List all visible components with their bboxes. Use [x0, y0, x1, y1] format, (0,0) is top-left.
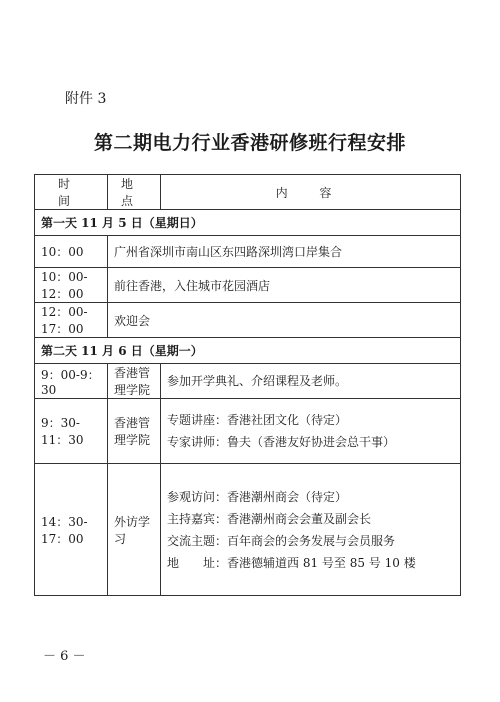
content-line: 交流主题：百年商会的会务发展与会员服务	[167, 533, 396, 548]
row-content	[161, 364, 461, 399]
table-row	[35, 399, 461, 464]
day-header-row	[35, 210, 461, 236]
header-place: 地 点	[108, 175, 161, 210]
content-line: 参加开学典礼、介绍课程及老师。	[167, 374, 348, 388]
row-time: 10：00-12：00	[35, 268, 108, 303]
header-time: 时 间	[35, 175, 108, 210]
day-header-row	[35, 338, 461, 364]
row-place: 外访学习	[108, 464, 161, 596]
page-number: － 6 －	[43, 649, 86, 664]
table-row	[35, 236, 461, 268]
content-line: 专家讲师：鲁夫（香港友好协进会总干事）	[167, 435, 396, 449]
row-content	[161, 399, 461, 464]
table-row	[35, 364, 461, 399]
header-content: 内 容	[161, 175, 461, 210]
schedule-table	[34, 174, 461, 596]
row-time: 12：00-17：00	[35, 303, 108, 338]
row-time: 10：00	[35, 236, 108, 268]
row-content: 欢迎会	[108, 303, 461, 338]
table-row	[35, 464, 461, 596]
row-time: 14：30-17：00	[35, 464, 108, 596]
row-time: 9：00-9：30	[35, 364, 108, 399]
content-line: 参观访问：香港潮州商会（待定）	[167, 489, 348, 504]
table-row	[35, 303, 461, 338]
row-content	[161, 464, 461, 596]
table-row	[35, 268, 461, 303]
row-place: 香港管理学院	[108, 399, 161, 464]
day1-header: 第一天 11 月 5 日（星期日）	[35, 210, 461, 236]
row-time: 9：30-11：30	[35, 399, 108, 464]
table-header-row	[35, 175, 461, 210]
row-content: 前往香港，入住城市花园酒店	[108, 268, 461, 303]
page-title: 第二期电力行业香港研修班行程安排	[93, 132, 406, 154]
content-line: 主持嘉宾：香港潮州商会会董及副会长	[167, 511, 372, 526]
day2-header: 第二天 11 月 6 日（星期一）	[35, 338, 461, 364]
row-place: 香港管理学院	[108, 364, 161, 399]
content-line: 地 址：香港德辅道西 81 号至 85 号 10 楼	[167, 555, 416, 570]
content-line: 专题讲座：香港社团文化（待定）	[167, 413, 348, 427]
attachment-label: 附件 3	[65, 91, 107, 107]
row-content: 广州省深圳市南山区东四路深圳湾口岸集合	[108, 236, 461, 268]
